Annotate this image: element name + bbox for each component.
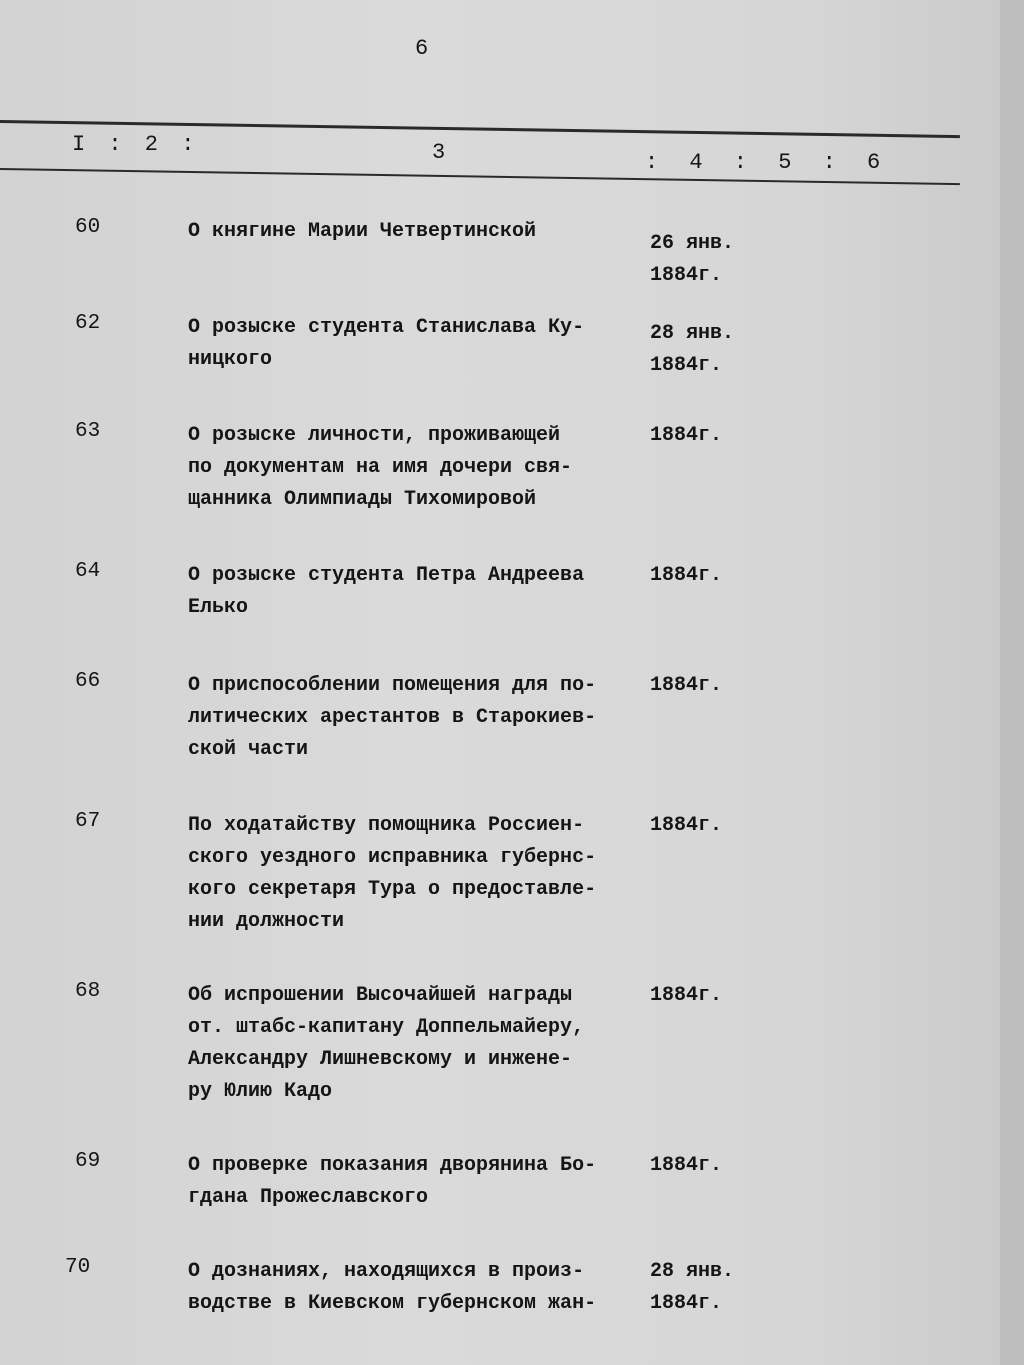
- row-number: 66: [75, 670, 101, 693]
- row-title: По ходатайству помощника Россиен- ского уездного исправника губернс- кого секретаря Тура о предоставле- нии должности: [188, 814, 597, 933]
- row-number: 60: [75, 216, 101, 239]
- row-date: 1884г.: [650, 814, 723, 837]
- row-number: 67: [75, 810, 101, 833]
- row-title: О розыске личности, проживающей по документам на имя дочери свя- щанника Олимпиады Тихомировой: [188, 424, 573, 511]
- row-title: О проверке показания дворянина Бо- гдана Прожеславского: [188, 1154, 597, 1209]
- header-col-3: 3: [432, 140, 446, 165]
- page-edge: [1000, 0, 1024, 1365]
- row-date: 1884г.: [650, 674, 723, 697]
- row-title: О приспособлении помещения для по- литических арестантов в Старокиев- ской части: [188, 674, 597, 761]
- row-number: 69: [75, 1150, 101, 1173]
- row-date: 1884г.: [650, 564, 723, 587]
- row-date: 1884г.: [650, 1154, 723, 1177]
- row-date: 1884г.: [650, 984, 723, 1007]
- row-date: 26 янв. 1884г.: [650, 232, 735, 287]
- row-title: О княгине Марии Четвертинской: [188, 220, 537, 243]
- row-title: О розыске студента Петра Андреева Елько: [188, 564, 585, 619]
- row-number: 62: [75, 312, 101, 335]
- row-date: 28 янв. 1884г.: [650, 322, 735, 377]
- row-date: 28 янв. 1884г.: [650, 1260, 735, 1315]
- row-title: Об испрошении Высочайшей награды от. штабс-капитану Доппельмайеру, Александру Лишневскому и инжене- ру Юлию Кадо: [188, 984, 585, 1103]
- row-number: 64: [75, 560, 101, 583]
- header-col-1-2: I : 2 :: [72, 132, 195, 157]
- row-title: О дознаниях, находящихся в произ- водстве в Киевском губернском жан-: [188, 1260, 597, 1315]
- row-number: 70: [65, 1256, 91, 1279]
- row-title: О розыске студента Станислава Ку- ницкого: [188, 316, 585, 371]
- row-date: 1884г.: [650, 424, 723, 447]
- page-number: 6: [415, 36, 429, 61]
- row-number: 63: [75, 420, 101, 443]
- header-col-4-5-6: : 4 : 5 : 6: [645, 150, 881, 175]
- row-number: 68: [75, 980, 101, 1003]
